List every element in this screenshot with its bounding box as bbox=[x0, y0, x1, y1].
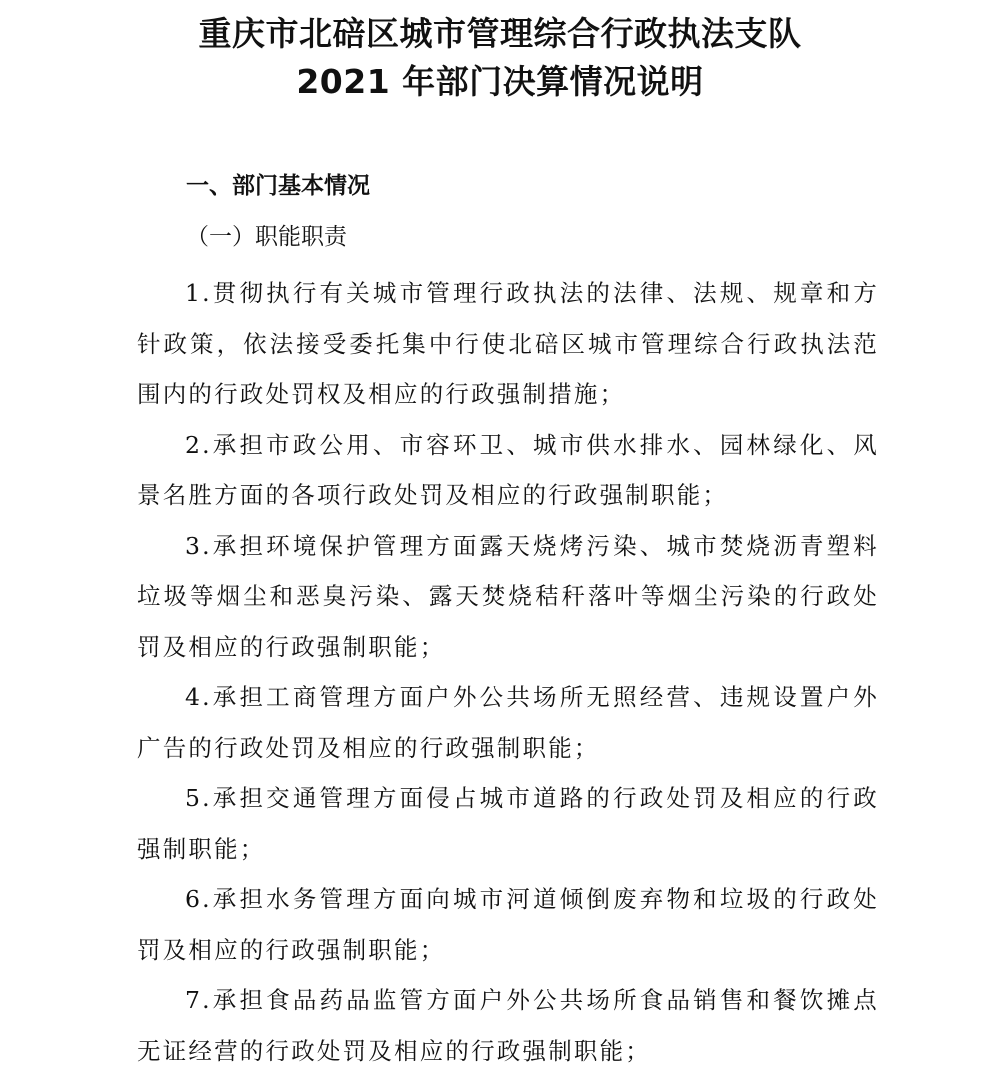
document-title-line-2: 2021 年部门决算情况说明 bbox=[296, 62, 704, 101]
section-heading: 一、部门基本情况 bbox=[186, 173, 370, 199]
paragraph-duty-4: 4.承担工商管理方面户外公共场所无照经营、违规设置户外广告的行政处罚及相应的行政强制职能； bbox=[137, 683, 879, 762]
paragraph-duty-3: 3.承担环境保护管理方面露天烧烤污染、城市焚烧沥青塑料垃圾等烟尘和恶臭污染、露天焚烧秸秆落叶等烟尘污染的行政处罚及相应的行政强制职能； bbox=[137, 531, 879, 661]
paragraph-duty-6: 6.承担水务管理方面向城市河道倾倒废弃物和垃圾的行政处罚及相应的行政强制职能； bbox=[137, 885, 879, 964]
subsection-heading: （一）职能职责 bbox=[186, 224, 347, 250]
document-body bbox=[137, 268, 879, 1076]
document-title-line-1: 重庆市北碚区城市管理综合行政执法支队 bbox=[198, 14, 802, 53]
paragraph-duty-2: 2.承担市政公用、市容环卫、城市供水排水、园林绿化、风景名胜方面的各项行政处罚及相应的行政强制职能； bbox=[137, 430, 879, 509]
paragraph-duty-5: 5.承担交通管理方面侵占城市道路的行政处罚及相应的行政强制职能； bbox=[137, 784, 879, 863]
paragraph-duty-7: 7.承担食品药品监管方面户外公共场所食品销售和餐饮摊点无证经营的行政处罚及相应的行政强制职能； bbox=[137, 986, 879, 1065]
paragraph-duty-1: 1.贯彻执行有关城市管理行政执法的法律、法规、规章和方针政策，依法接受委托集中行使北碚区城市管理综合行政执法范围内的行政处罚权及相应的行政强制措施； bbox=[137, 279, 879, 408]
